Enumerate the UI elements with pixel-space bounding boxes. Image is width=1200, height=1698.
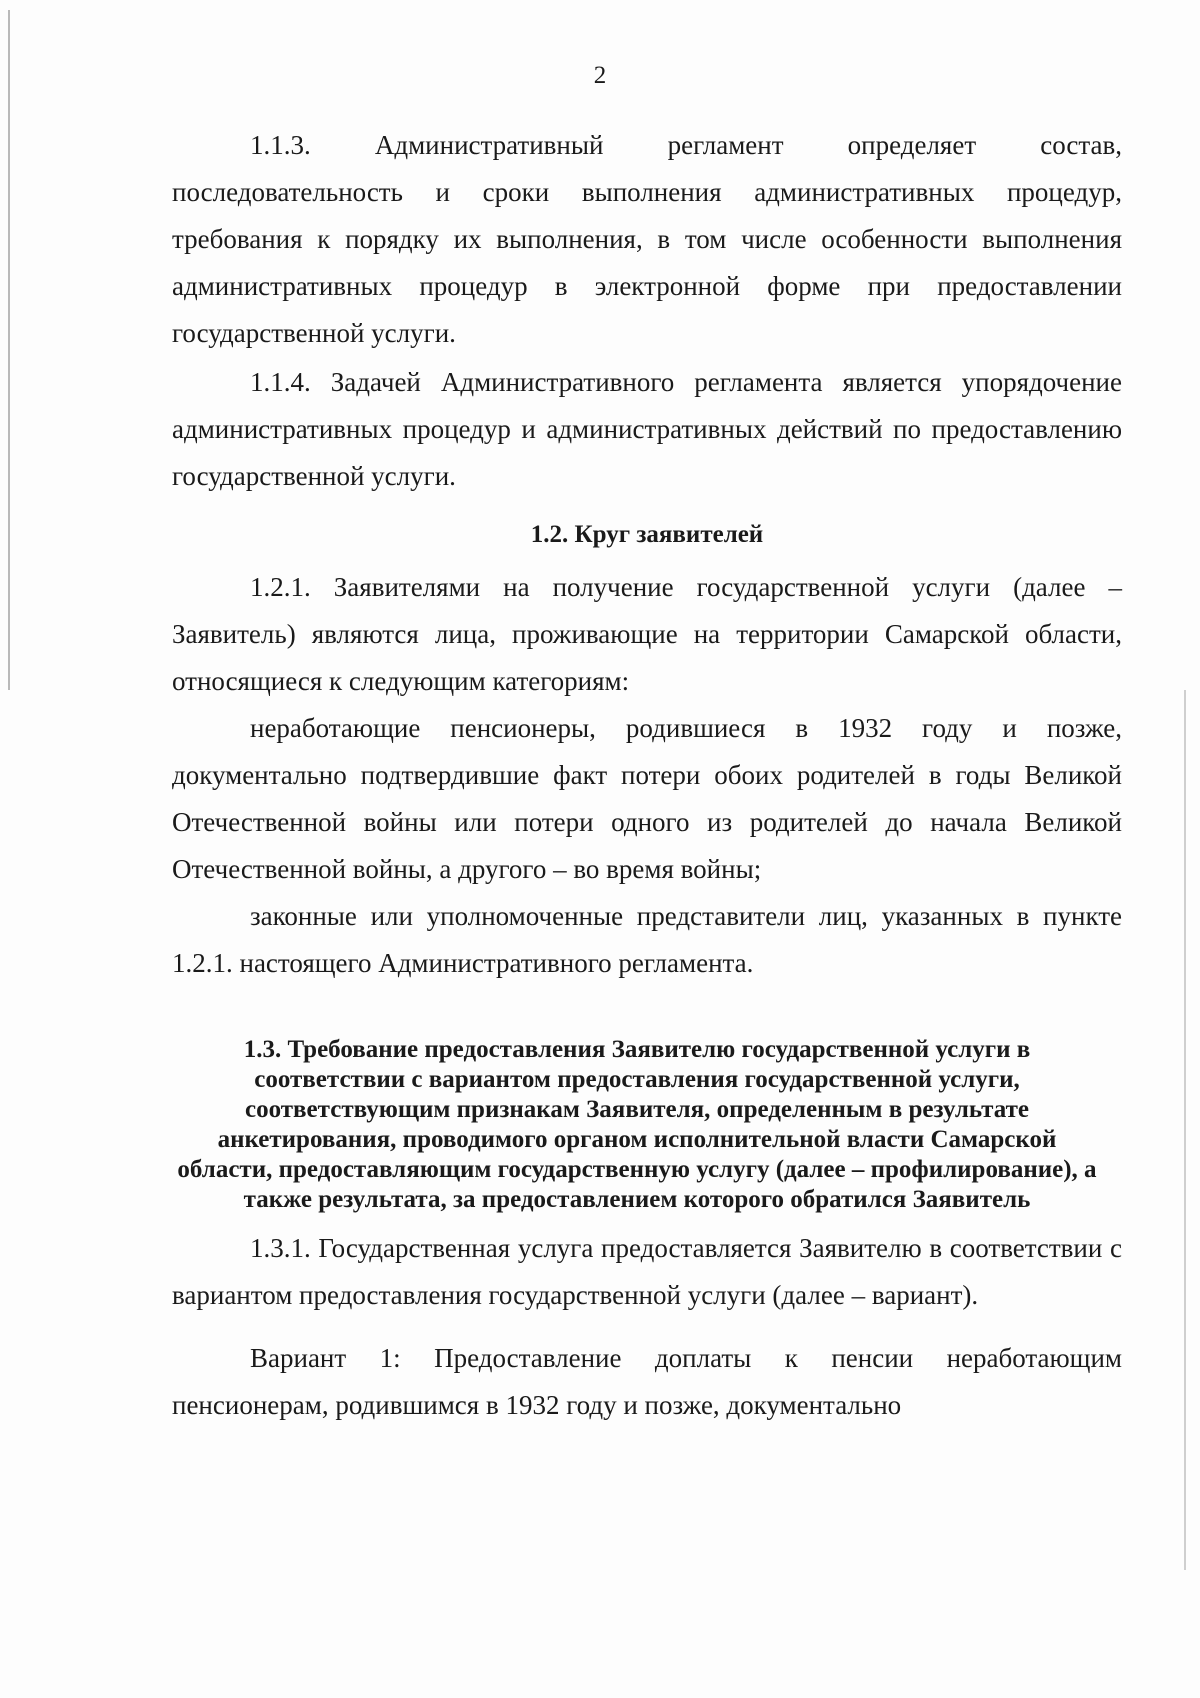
- scan-edge-right: [1184, 690, 1186, 1570]
- section-heading-1-2: 1.2. Круг заявителей: [530, 521, 764, 548]
- page-number: 2: [593, 62, 607, 89]
- scan-edge-left: [8, 10, 10, 690]
- paragraph-pensioners-category: неработающие пенсионеры, родившиеся в 1932 году и позже, документально подтвердившие факт потери обоих родителей в годы Великой Отечественной войны или потери одного из родителей до начала Великой Отечественной войны, а другого – во время войны;: [172, 713, 1122, 884]
- paragraph-1-1-3: 1.1.3. Административный регламент определяет состав, последовательность и сроки выполнения административных процедур, требования к порядку их выполнения, в том числе особенности выполнения административных процедур в электронной форме при предоставлении государственной услуги.: [172, 130, 1122, 348]
- paragraph-1-3-1: 1.3.1. Государственная услуга предоставляется Заявителю в соответствии с вариантом предоставления государственной услуги (далее – вариант).: [172, 1233, 1122, 1310]
- paragraph-1-2-1: 1.2.1. Заявителями на получение государственной услуги (далее – Заявитель) являются лица, проживающие на территории Самарской области, относящиеся к следующим категориям:: [172, 572, 1122, 696]
- section-heading-1-3: 1.3. Требование предоставления Заявителю государственной услуги в соответствии с вариантом предоставления государственной услуги, соответствующим признакам Заявителя, определенным в результате анкетирования, проводимого органом исполнительной власти Самарской области, предоставляющим государственную услугу (далее – профилирование), а также результата, за предоставлением которого обратился Заявитель: [177, 1036, 1097, 1213]
- paragraph-representatives-category: законные или уполномоченные представители лиц, указанных в пункте 1.2.1. настоящего Административного регламента.: [172, 901, 1122, 978]
- paragraph-1-1-4: 1.1.4. Задачей Административного регламента является упорядочение административных процедур и административных действий по предоставлению государственной услуги.: [172, 367, 1122, 491]
- document-body: [172, 122, 1122, 1429]
- paragraph-variant-1: Вариант 1: Предоставление доплаты к пенсии неработающим пенсионерам, родившимся в 1932 году и позже, документально: [172, 1343, 1122, 1420]
